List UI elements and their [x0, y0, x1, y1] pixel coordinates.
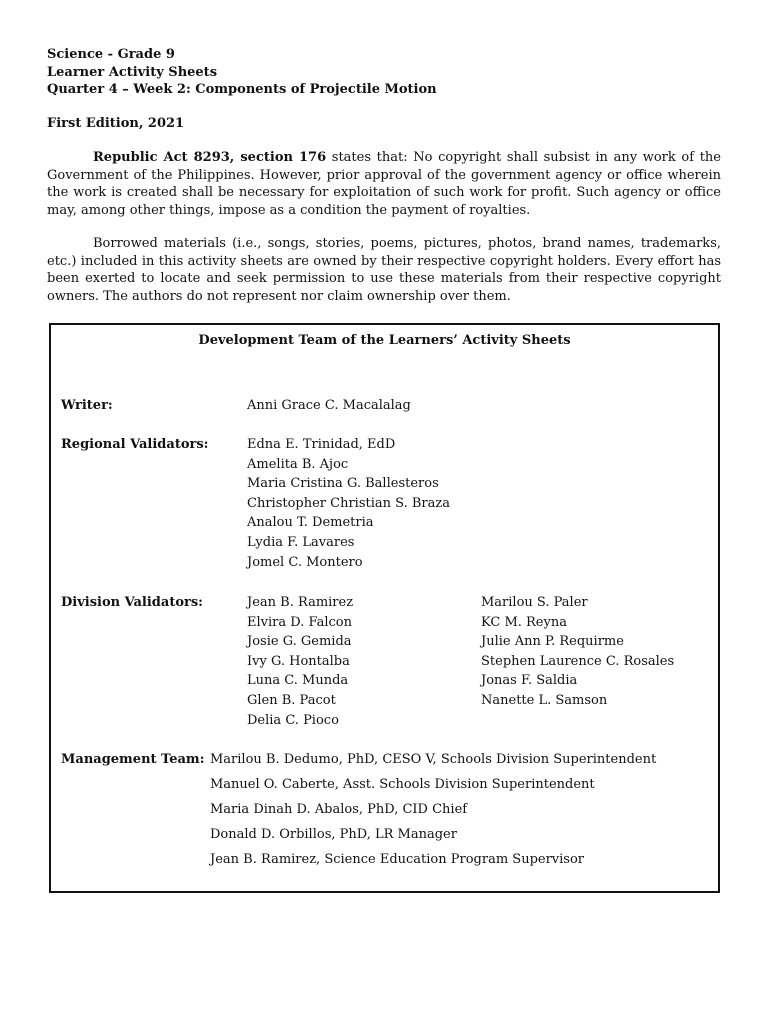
division-validators-column-2 [481, 593, 674, 711]
division-validator-name: Marilou S. Paler [481, 595, 588, 610]
management-team-member: Marilou B. Dedumo, PhD, CESO V, Schools Division Superintendent [210, 752, 657, 767]
writer-label: Writer: [61, 398, 113, 413]
division-validators-label: Division Validators: [61, 595, 203, 610]
division-validator-name: Julie Ann P. Requirme [481, 634, 624, 650]
subject-line: Science - Grade 9 [47, 47, 175, 62]
borrowed-materials-paragraph: Borrowed materials (i.e., songs, stories, poems, pictures, photos, brand names, trademarks, etc.) included in this activity sheets are owned by their respective copyright holders. Every effort has been exerted to locate and seek permission to use these materials from their respective copyright owners. The authors do not represent nor claim ownership over them. [47, 236, 721, 304]
regional-validator-name: Analou T. Demetria [247, 515, 374, 531]
division-validator-name: Ivy G. Hontalba [247, 653, 350, 669]
regional-validator-name: Lydia F. Lavares [247, 534, 355, 550]
development-team-box [49, 323, 720, 893]
team-title: Development Team of the Learners’ Activity Sheets [198, 333, 571, 348]
management-team-member: Jean B. Ramirez, Science Education Program Supervisor [210, 852, 585, 867]
division-validator-name: Josie G. Gemida [247, 634, 352, 650]
document-header [47, 46, 437, 99]
division-validator-name: Jean B. Ramirez [247, 595, 354, 610]
regional-validator-name: Maria Cristina G. Ballesteros [247, 476, 439, 492]
writer-name [247, 396, 411, 416]
division-validators-column-1 [247, 593, 353, 730]
writer-entry: Anni Grace C. Macalalag [247, 398, 411, 413]
copyright-paragraph-text: states that: No copyright shall subsist in any work of the Government of the Philippines. However, prior approval of the government agency or office wherein the work is created shall be necessary for exploitation of such work for profit. Such agency or office may, among other things, impose as a condition the payment of royalties. [47, 150, 721, 218]
regional-validator-name: Christopher Christian S. Braza [247, 495, 450, 511]
division-validator-name: Nanette L. Samson [481, 692, 608, 708]
division-validator-name: Glen B. Pacot [247, 692, 336, 708]
division-validator-name: Stephen Laurence C. Rosales [481, 653, 675, 669]
division-validator-name: KC M. Reyna [481, 614, 567, 630]
management-team-member: Donald D. Orbillos, PhD, LR Manager [210, 827, 457, 842]
management-team-label: Management Team: [61, 752, 205, 767]
division-validator-name: Elvira D. Falcon [247, 614, 352, 630]
division-validator-name: Luna C. Munda [247, 673, 349, 689]
series-line: Learner Activity Sheets [47, 64, 218, 80]
division-validator-name: Jonas F. Saldia [481, 673, 578, 689]
division-validator-name: Delia C. Pioco [247, 712, 339, 728]
edition-line: First Edition, 2021 [47, 116, 185, 131]
copyright-paragraph [47, 149, 721, 219]
regional-validators-label: Regional Validators: [61, 437, 209, 452]
regional-validator-name: Jomel C. Montero [247, 554, 363, 570]
management-team-member: Maria Dinah D. Abalos, PhD, CID Chief [210, 802, 468, 817]
management-team-member: Manuel O. Caberte, Asst. Schools Division Superintendent [210, 777, 595, 792]
lesson-title: Quarter 4 – Week 2: Components of Projectile Motion [47, 82, 437, 97]
republic-act-reference: Republic Act 8293, section 176 [93, 150, 327, 165]
regional-validator-name: Edna E. Trinidad, EdD [247, 437, 396, 452]
regional-validators-list [247, 435, 450, 572]
regional-validator-name: Amelita B. Ajoc [247, 456, 349, 472]
